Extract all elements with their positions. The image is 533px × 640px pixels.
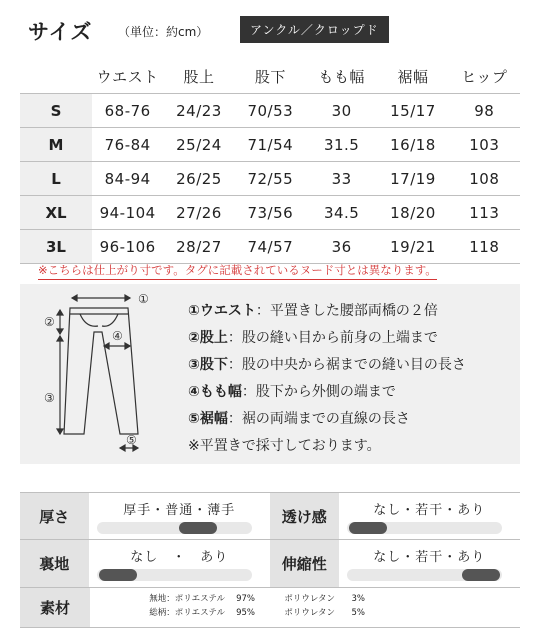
spec-row (20, 588, 520, 628)
table-cell: 24/23 (176, 101, 222, 120)
column-header: 股上 (183, 68, 215, 86)
table-cell: 73/56 (247, 203, 294, 222)
arrow-head (125, 343, 130, 349)
pocket-right (102, 314, 118, 326)
table-cell: 96-106 (99, 237, 156, 256)
pocket-left (80, 314, 98, 326)
stretch-label: 伸縮性 (270, 540, 339, 587)
lining-bar (97, 569, 252, 581)
column-header: もも幅 (318, 68, 365, 86)
legend-item: ⑤裾幅：裾の両端までの直線の長さ (188, 411, 410, 427)
table-cell: 76-84 (104, 135, 151, 154)
table-cell: 36 (331, 237, 352, 256)
arrow-head (57, 329, 63, 334)
transparency-options: なし・若干・あり (373, 503, 486, 518)
table-row (20, 94, 520, 128)
table-cell: 34.5 (323, 203, 360, 222)
thickness-scale (89, 493, 270, 539)
pants-illustration (20, 284, 180, 464)
marker-3: ③ (44, 391, 55, 405)
marker-5: ⑤ (126, 433, 137, 447)
table-cell: 16/18 (390, 135, 436, 154)
legend-item: ③股下：股の中央から裾までの縫い目の長さ (188, 357, 466, 373)
arrow-head (72, 295, 77, 301)
size-label: 3L (20, 230, 92, 263)
table-cell: 74/57 (247, 237, 294, 256)
legend-item: ②股上：股の縫い目から前身の上端まで (188, 330, 438, 346)
pants-outline (64, 308, 138, 434)
lining-label: 裏地 (20, 540, 89, 587)
table-row (20, 230, 520, 264)
material-line: 無地：ポリエステル 97% ポリウレタン 3% (149, 594, 365, 604)
lining-scale (89, 540, 270, 587)
table-cell: 84-94 (104, 169, 151, 188)
lining-indicator (99, 569, 137, 581)
lining-options: なし ・ あり (130, 550, 229, 565)
table-cell: 30 (331, 101, 352, 120)
table-cell: 26/25 (176, 169, 222, 188)
table-cell: 72/55 (247, 169, 294, 188)
table-cell: 98 (474, 101, 495, 120)
column-header: 裾幅 (397, 68, 429, 86)
transparency-indicator (349, 522, 387, 534)
stretch-scale (339, 540, 520, 587)
legend-note: ※平置きで採寸しております。 (188, 438, 381, 454)
thickness-options: 厚手・普通・薄手 (123, 503, 236, 518)
column-header: 股下 (254, 68, 286, 86)
table-cell: 18/20 (390, 203, 436, 222)
table-header-row (20, 60, 520, 94)
table-cell: 113 (469, 203, 500, 222)
thickness-label: 厚さ (20, 493, 89, 539)
unit-label: （単位：約cm） (118, 25, 209, 39)
table-cell: 118 (469, 237, 500, 256)
transparency-bar (347, 522, 502, 534)
table-cell: 27/26 (176, 203, 222, 222)
table-row (20, 128, 520, 162)
transparency-label: 透け感 (270, 493, 339, 539)
table-cell: 19/21 (390, 237, 436, 256)
marker-2: ② (44, 315, 55, 329)
transparency-scale (339, 493, 520, 539)
table-cell: 108 (469, 169, 500, 188)
size-label: M (20, 128, 92, 161)
legend-item: ④もも幅：股下から外側の端まで (188, 384, 396, 400)
size-label: L (20, 162, 92, 195)
table-cell: 31.5 (323, 135, 360, 154)
material-body (90, 588, 520, 627)
table-cell: 70/53 (247, 101, 294, 120)
thickness-indicator (179, 522, 217, 534)
stretch-bar (347, 569, 502, 581)
legend-item: ①ウエスト：平置きした腰部両橋の２倍 (188, 303, 438, 319)
material-composition (90, 588, 520, 620)
table-cell: 25/24 (176, 135, 222, 154)
fit-tag: アンクル／クロップド (240, 16, 389, 43)
size-label: S (20, 94, 92, 127)
material-line: 総柄：ポリエステル 95% ポリウレタン 5% (149, 608, 365, 618)
table-cell: 71/54 (247, 135, 294, 154)
table-row (20, 162, 520, 196)
corner-cell (20, 60, 92, 93)
size-header (20, 14, 520, 44)
size-label: XL (20, 196, 92, 229)
table-cell: 33 (331, 169, 352, 188)
arrow-head (57, 336, 63, 341)
arrow-head (57, 429, 63, 434)
table-cell: 15/17 (390, 101, 436, 120)
column-header: ヒップ (461, 68, 508, 86)
table-row (20, 196, 520, 230)
arrow-head (125, 295, 130, 301)
measurement-diagram (20, 284, 520, 464)
fabric-spec-table (20, 492, 520, 628)
table-cell: 17/19 (390, 169, 436, 188)
thickness-bar (97, 522, 252, 534)
stretch-options: なし・若干・あり (373, 550, 486, 565)
material-label: 素材 (20, 588, 90, 627)
marker-4: ④ (112, 329, 123, 343)
column-header: ウエスト (96, 68, 159, 86)
table-cell: 103 (469, 135, 500, 154)
stretch-indicator (462, 569, 500, 581)
table-cell: 68-76 (104, 101, 151, 120)
table-cell: 28/27 (176, 237, 222, 256)
page-title: サイズ (28, 20, 93, 44)
table-cell: 94-104 (99, 203, 156, 222)
arrow-head (57, 310, 63, 315)
spec-row (20, 540, 520, 588)
marker-1: ① (138, 292, 149, 306)
size-table (20, 60, 520, 264)
measurement-legend (188, 298, 466, 460)
measurement-note: ※こちらは仕上がり寸です。タグに記載されているヌード寸とは異なります。 (38, 262, 437, 280)
spec-row (20, 492, 520, 540)
arrow-head (120, 445, 125, 451)
